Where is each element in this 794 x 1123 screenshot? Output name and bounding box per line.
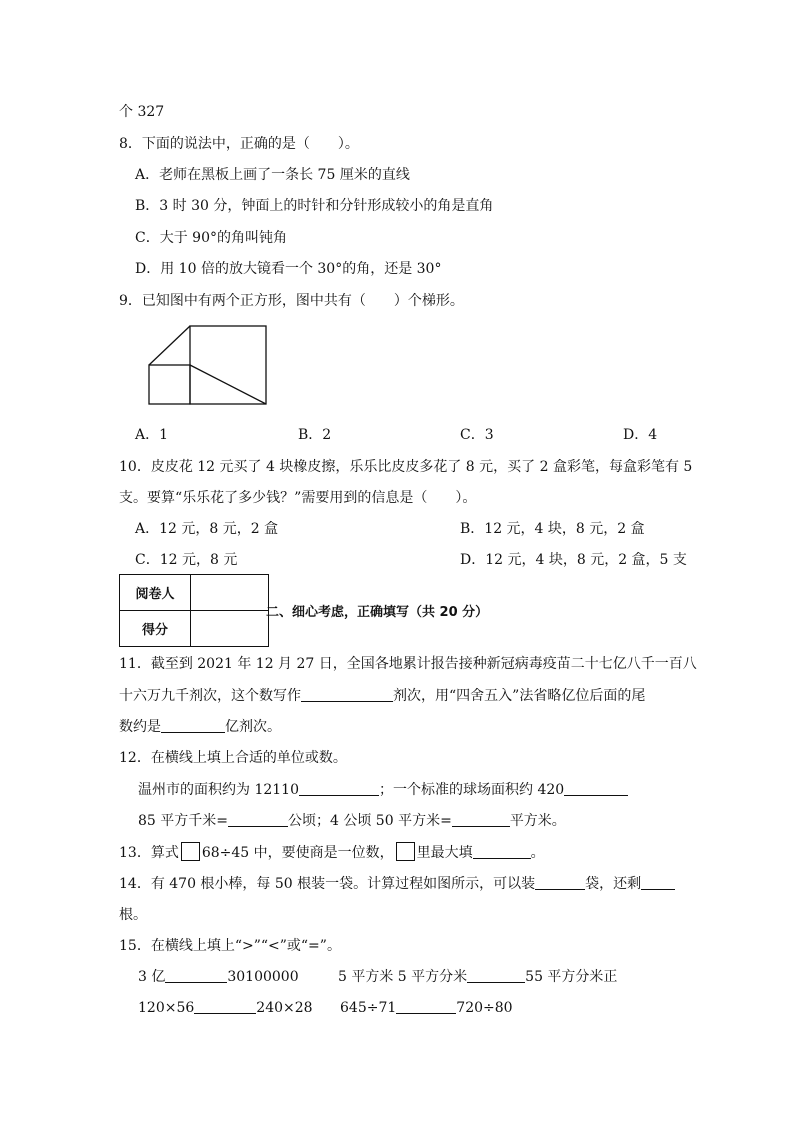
q10-option-d: D．12 元，4 块，8 元，2 盒，5 支: [460, 552, 687, 568]
q8-option-b: B．3 时 30 分，钟面上的时针和分针形成较小的角是直角: [135, 198, 494, 214]
q12-line1-text-a: 温州市的面积约为 12110: [138, 782, 299, 798]
q12-line2: [138, 811, 566, 831]
q15-item-3-right: 240×28: [256, 1000, 313, 1016]
q8-stem: 8．下面的说法中，正确的是（ ）。: [119, 136, 359, 152]
q13-text-d: 。: [530, 845, 545, 861]
q15-item-2: [338, 967, 617, 987]
q13-box-2[interactable]: [396, 842, 415, 861]
q13-blank[interactable]: [473, 844, 531, 859]
q14-blank-2[interactable]: [641, 875, 675, 890]
q14-blank-1[interactable]: [535, 875, 585, 890]
q15-item-4: [340, 998, 513, 1018]
q10-option-b: B．12 元，4 块，8 元，2 盒: [460, 521, 645, 537]
q12-stem: 12．在横线上填上合适的单位或数。: [119, 750, 347, 766]
q12-line2-text-c: 平方米。: [509, 813, 566, 829]
q15-item-3-left: 120×56: [138, 1000, 195, 1016]
q9-option-c: C．3: [460, 427, 494, 443]
q12-blank-1[interactable]: [299, 781, 379, 796]
q15-stem: 15．在横线上填上“>”“<”或“=”。: [119, 938, 341, 954]
q13-text-a: 13．算式: [119, 845, 179, 861]
q15-blank-1[interactable]: [165, 968, 227, 983]
q8-option-d: D．用 10 倍的放大镜看一个 30°的角，还是 30°: [135, 261, 442, 277]
q15-blank-3[interactable]: [194, 999, 256, 1014]
q15-item-4-left: 645÷71: [340, 1000, 397, 1016]
q11-line2: [119, 686, 645, 706]
q14-text-b: 袋，还剩: [585, 876, 642, 892]
q11-line2-text-a: 十六万九千剂次，这个数写作: [119, 688, 301, 704]
q12-blank-3[interactable]: [228, 812, 288, 827]
q15-item-1-left: 3 亿: [138, 969, 166, 985]
q15-blank-2[interactable]: [467, 968, 525, 983]
q11-blank-1[interactable]: [301, 687, 393, 702]
q12-line1-text-b: ；一个标准的球场面积约 420: [379, 782, 565, 798]
q13-text-c: 里最大填: [416, 845, 473, 861]
q10-option-a: A．12 元，8 元，2 盒: [135, 521, 279, 537]
q11-blank-2[interactable]: [161, 718, 225, 733]
q15-item-1: [138, 967, 299, 987]
q9-stem: 9．已知图中有两个正方形，图中共有（ ）个梯形。: [119, 293, 464, 309]
score-label: 得分: [120, 611, 191, 647]
q15-item-1-right: 30100000: [227, 969, 299, 985]
q12-line1: [138, 780, 628, 800]
q13-line: [119, 842, 545, 863]
reviewer-field[interactable]: [191, 575, 269, 611]
q8-option-c: C．大于 90°的角叫钝角: [135, 230, 287, 246]
q10-option-c: C．12 元，8 元: [135, 552, 238, 568]
q14-line2: 根。: [119, 907, 147, 923]
q9-option-b: B．2: [298, 427, 332, 443]
q11-line3-text-a: 数约是: [119, 719, 161, 735]
q13-box-1[interactable]: [181, 842, 200, 861]
q10-stem-line2: 支。要算“乐乐花了多少钱？”需要用到的信息是（ ）。: [119, 490, 477, 506]
q9-squares-figure: [145, 320, 271, 410]
q14-text-a: 14．有 470 根小棒，每 50 根装一袋。计算过程如图所示，可以装: [119, 876, 536, 892]
q11-line3: [119, 717, 281, 737]
q12-blank-4[interactable]: [452, 812, 510, 827]
q13-text-b: 68÷45 中，要使商是一位数，: [201, 845, 394, 861]
q15-item-2-right: 55 平方分米正: [525, 969, 618, 985]
q12-blank-2[interactable]: [564, 781, 628, 796]
q10-stem-line1: 10．皮皮花 12 元买了 4 块橡皮擦，乐乐比皮皮多花了 8 元，买了 2 盒彩笔，每盒彩笔有 5: [119, 459, 693, 475]
q11-line2-text-b: 剂次，用“四舍五入”法省略亿位后面的尾: [393, 688, 646, 704]
q15-blank-4[interactable]: [396, 999, 456, 1014]
q15-item-4-right: 720÷80: [456, 1000, 513, 1016]
q15-item-3: [138, 998, 313, 1018]
q9-option-d: D．4: [623, 427, 658, 443]
section-2-title: 二、细心考虑，正确填写（共 20 分）: [266, 605, 489, 620]
carry-over-text: 个 327: [119, 104, 165, 120]
q9-option-a: A．1: [135, 427, 169, 443]
reviewer-label: 阅卷人: [120, 575, 191, 611]
q8-option-a: A．老师在黑板上画了一条长 75 厘米的直线: [135, 167, 410, 183]
q12-line2-text-a: 85 平方千米=: [138, 813, 228, 829]
grading-table: [119, 574, 269, 647]
q11-line3-text-b: 亿剂次。: [225, 719, 281, 735]
q14-line1: [119, 874, 675, 894]
q12-line2-text-b: 公顷；4 公顷 50 平方米=: [288, 813, 452, 829]
q15-item-2-left: 5 平方米 5 平方分米: [338, 969, 468, 985]
score-field[interactable]: [191, 611, 269, 647]
q11-line1: 11．截至到 2021 年 12 月 27 日，全国各地累计报告接种新冠病毒疫苗二十七亿八千一百八: [119, 656, 697, 672]
